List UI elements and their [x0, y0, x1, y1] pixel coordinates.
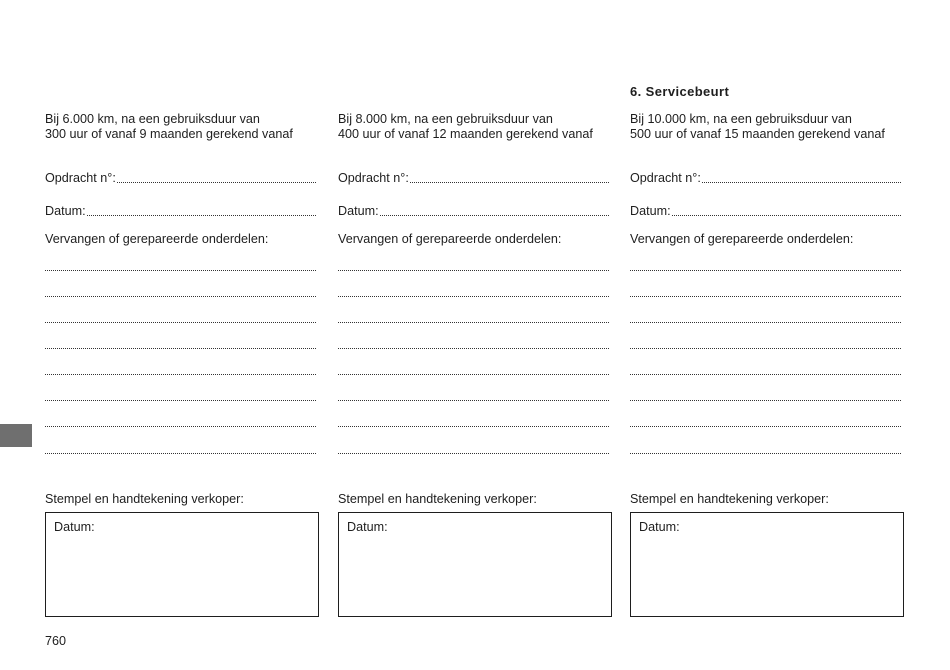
stamp-date-label: Datum: — [347, 520, 388, 534]
stamp-box[interactable] — [45, 512, 319, 617]
parts-line[interactable] — [45, 453, 316, 454]
service-heading: 6. Servicebeurt — [630, 84, 730, 99]
stamp-box[interactable] — [338, 512, 612, 617]
service-interval-line-1: Bij 10.000 km, na een gebruiksduur van — [630, 112, 852, 126]
service-column-2 — [338, 0, 610, 670]
service-interval-line-2: 500 uur of vanaf 15 maanden gerekend vanaf — [630, 127, 885, 141]
order-number-field[interactable] — [45, 171, 316, 185]
parts-line[interactable] — [630, 270, 901, 271]
stamp-signature-label: Stempel en handtekening verkoper: — [338, 492, 537, 506]
service-interval-line-2: 400 uur of vanaf 12 maanden gerekend vanaf — [338, 127, 593, 141]
order-number-label: Opdracht n°: — [338, 171, 409, 185]
service-column-1 — [45, 0, 317, 670]
parts-line[interactable] — [630, 296, 901, 297]
service-interval-line-1: Bij 8.000 km, na een gebruiksduur van — [338, 112, 553, 126]
order-number-line — [410, 181, 609, 183]
parts-line[interactable] — [338, 374, 609, 375]
parts-line[interactable] — [45, 348, 316, 349]
parts-line[interactable] — [338, 426, 609, 427]
service-interval-text — [338, 112, 628, 142]
stamp-signature-label: Stempel en handtekening verkoper: — [45, 492, 244, 506]
chapter-tab-marker — [0, 424, 32, 447]
date-line — [380, 214, 609, 216]
parts-line[interactable] — [630, 400, 901, 401]
parts-line[interactable] — [338, 322, 609, 323]
parts-line[interactable] — [45, 322, 316, 323]
stamp-date-label: Datum: — [54, 520, 95, 534]
parts-line[interactable] — [338, 453, 609, 454]
service-interval-line-2: 300 uur of vanaf 9 maanden gerekend vanaf — [45, 127, 293, 141]
service-interval-line-1: Bij 6.000 km, na een gebruiksduur van — [45, 112, 260, 126]
parts-line[interactable] — [45, 296, 316, 297]
parts-line[interactable] — [630, 348, 901, 349]
parts-line[interactable] — [45, 270, 316, 271]
parts-line[interactable] — [338, 296, 609, 297]
order-number-field[interactable] — [630, 171, 901, 185]
order-number-field[interactable] — [338, 171, 609, 185]
date-label: Datum: — [338, 204, 379, 218]
service-interval-text — [45, 112, 335, 142]
page-number: 760 — [45, 634, 67, 648]
order-number-line — [702, 181, 901, 183]
date-line — [87, 214, 316, 216]
order-number-label: Opdracht n°: — [630, 171, 701, 185]
order-number-line — [117, 181, 316, 183]
parts-line[interactable] — [45, 374, 316, 375]
parts-label: Vervangen of gerepareerde onderdelen: — [45, 232, 269, 246]
stamp-date-label: Datum: — [639, 520, 680, 534]
date-line — [672, 214, 901, 216]
parts-line[interactable] — [630, 453, 901, 454]
date-field[interactable] — [630, 204, 901, 218]
parts-line[interactable] — [338, 270, 609, 271]
parts-line[interactable] — [630, 322, 901, 323]
service-interval-text — [630, 112, 920, 142]
date-label: Datum: — [630, 204, 671, 218]
parts-label: Vervangen of gerepareerde onderdelen: — [630, 232, 854, 246]
parts-line[interactable] — [338, 400, 609, 401]
parts-line[interactable] — [630, 374, 901, 375]
service-column-3 — [630, 0, 902, 670]
stamp-signature-label: Stempel en handtekening verkoper: — [630, 492, 829, 506]
parts-line[interactable] — [45, 426, 316, 427]
date-field[interactable] — [338, 204, 609, 218]
order-number-label: Opdracht n°: — [45, 171, 116, 185]
parts-label: Vervangen of gerepareerde onderdelen: — [338, 232, 562, 246]
date-label: Datum: — [45, 204, 86, 218]
parts-line[interactable] — [45, 400, 316, 401]
parts-line[interactable] — [630, 426, 901, 427]
date-field[interactable] — [45, 204, 316, 218]
stamp-box[interactable] — [630, 512, 904, 617]
parts-line[interactable] — [338, 348, 609, 349]
